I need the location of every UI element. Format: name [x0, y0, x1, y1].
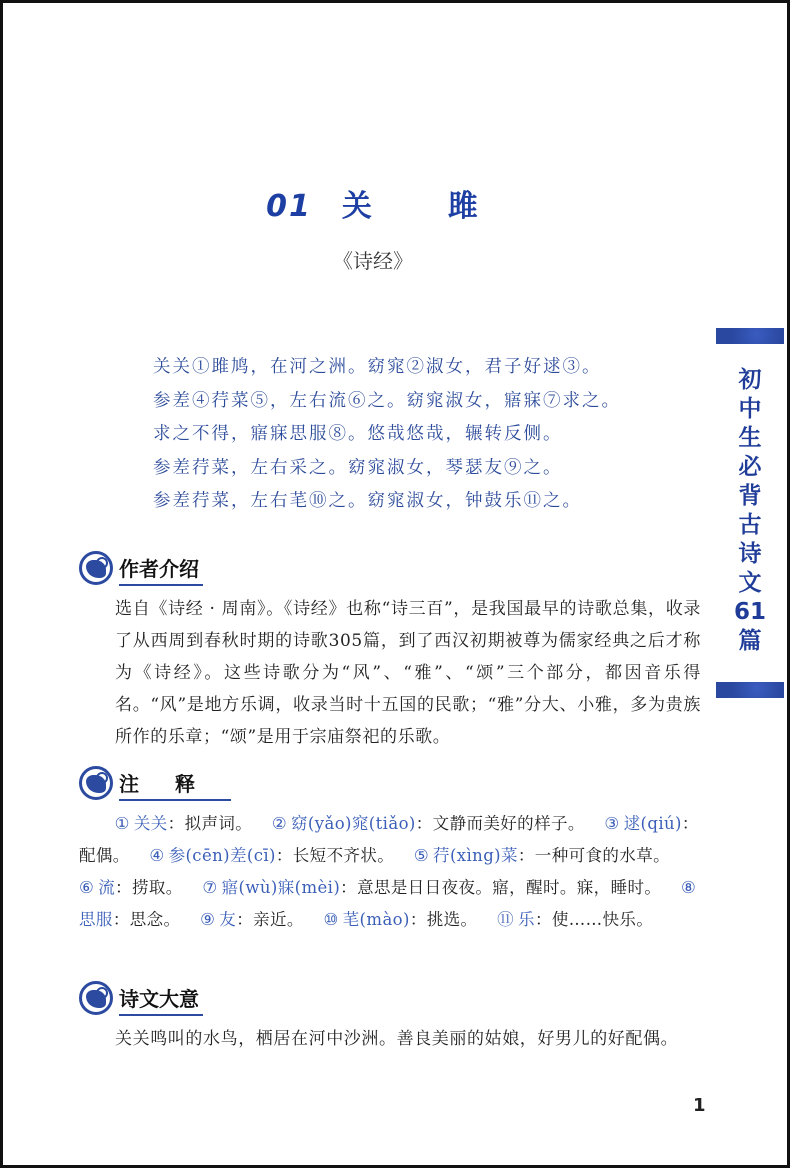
section-label: 作者介绍 — [119, 556, 203, 586]
note-item: ⑪ 乐：使……快乐。 — [497, 910, 654, 929]
poem-line: 参差荇菜，左右芼⑩之。窈窕淑女，钟鼓乐⑪之。 — [153, 491, 582, 511]
note-item: ③ 逑(qiú)：配偶。 — [79, 814, 699, 865]
side-tab-char: 篇 — [738, 628, 762, 654]
side-tab-char: 中 — [738, 396, 762, 422]
page-number: 1 — [693, 1095, 706, 1116]
note-item: ④ 参(cēn)差(cī)：长短不齐状。 — [149, 846, 395, 865]
section-header-notes — [79, 763, 231, 803]
section-label: 诗文大意 — [119, 986, 203, 1016]
meaning-text: 关关鸣叫的水鸟，栖居在河中沙洲。善良美丽的姑娘，好男儿的好配偶。 — [115, 1029, 679, 1049]
note-item: ⑥ 流：捞取。 — [79, 878, 183, 897]
chapter-source: 《诗经》 — [333, 249, 413, 273]
dragon-emblem-icon — [79, 551, 113, 585]
dragon-emblem-icon — [79, 766, 113, 800]
poem-line: 求之不得，寤寐思服⑧。悠哉悠哉，辗转反侧。 — [153, 424, 563, 444]
side-tab-top-bar — [716, 328, 784, 344]
poem-line: 参差④荇菜⑤，左右流⑥之。窈窕淑女，寤寐⑦求之。 — [153, 390, 621, 411]
note-item: ⑦ 寤(wù)寐(mèi)：意思是日日夜夜。寤，醒时。寐，睡时。 — [202, 878, 662, 897]
side-tab-bottom-bar — [716, 682, 784, 698]
note-item: ⑧思服：思念。 — [79, 878, 697, 929]
note-item: ⑨ 友：亲近。 — [200, 910, 304, 929]
side-tab-text — [716, 344, 784, 682]
side-tab-char: 背 — [738, 483, 762, 509]
section-label: 注释 — [119, 771, 231, 801]
notes-list — [79, 808, 701, 936]
note-item: ① 关关：拟声词。 — [114, 814, 253, 833]
dragon-emblem-icon — [79, 981, 113, 1015]
side-tab-char: 61 — [733, 599, 766, 625]
title-char-2: 雎 — [447, 189, 480, 224]
side-tab-char: 文 — [738, 570, 762, 596]
side-tab-char: 必 — [738, 454, 762, 480]
side-tab — [716, 328, 786, 698]
note-item: ⑤ 荇(xìng)菜：一种可食的水草。 — [413, 846, 671, 865]
author-paragraph — [79, 593, 701, 753]
meaning-paragraph — [79, 1023, 701, 1055]
note-item: ⑩ 芼(mào)：挑选。 — [323, 910, 478, 929]
side-tab-char: 古 — [738, 512, 762, 538]
section-header-meaning — [79, 978, 203, 1018]
title-char-1: 关 — [341, 189, 374, 224]
side-tab-char: 初 — [738, 367, 762, 393]
poem-line: 参差荇菜，左右采之。窈窕淑女，琴瑟友⑨之。 — [153, 457, 563, 478]
chapter-number: 01 — [266, 189, 312, 224]
note-item: ② 窈(yǎo)窕(tiǎo)：文静而美好的样子。 — [271, 814, 585, 833]
chapter-title — [3, 181, 743, 225]
side-tab-char: 生 — [738, 425, 762, 451]
poem-line: 关关①雎鸠，在河之洲。窈窕②淑女，君子好逑③。 — [153, 357, 602, 377]
poem-body — [153, 351, 621, 519]
side-tab-char: 诗 — [738, 541, 762, 567]
section-header-author — [79, 548, 203, 588]
author-text: 选自《诗经 · 周南》。《诗经》也称“诗三百”，是我国最早的诗歌总集，收录了从西周到春秋时期的诗歌305篇，到了西汉初期被尊为儒家经典之后才称为《诗经》。这些诗歌分为“风”、“雅”、“颂”三个部分，都因音乐得名。“风”是地方乐调，收录当时十五国的民歌；“雅”分大、小雅，多为贵族所作的乐章；“颂”是用于宗庙祭祀的乐歌。 — [115, 599, 701, 747]
